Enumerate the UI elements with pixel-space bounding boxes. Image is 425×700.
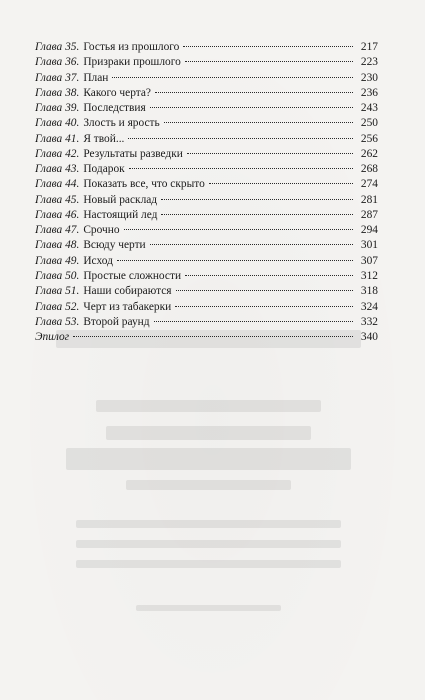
chapter-title: Я твой... [83, 132, 125, 145]
dot-leader [128, 138, 353, 139]
chapter-title: Исход [83, 254, 113, 267]
chapter-label: Глава 40. [35, 117, 80, 130]
page-number: 230 [360, 71, 378, 84]
toc-entry [35, 147, 378, 162]
dot-leader [164, 122, 353, 123]
chapter-title: Результаты разведки [83, 147, 183, 160]
dot-leader [161, 199, 353, 200]
chapter-label: Глава 50. [35, 269, 80, 282]
dot-leader [73, 336, 353, 337]
dot-leader [117, 260, 353, 261]
page-number: 324 [360, 300, 378, 313]
chapter-title: Наши собираются [83, 285, 172, 298]
dot-leader [150, 107, 353, 108]
dot-leader [129, 168, 353, 169]
page-number: 274 [360, 178, 378, 191]
chapter-title: Призраки прошлого [83, 56, 181, 69]
page-number: 268 [360, 163, 378, 176]
toc-entry [35, 223, 378, 238]
dot-leader [187, 153, 353, 154]
page-number: 307 [360, 254, 378, 267]
page-number: 281 [360, 193, 378, 206]
dot-leader [124, 229, 353, 230]
toc-entry [35, 269, 378, 284]
chapter-title: Подарок [83, 163, 125, 176]
chapter-label: Глава 42. [35, 147, 80, 160]
page-number: 287 [360, 208, 378, 221]
show-through-imprint [36, 330, 381, 660]
toc-entry [35, 193, 378, 208]
toc-entry [35, 315, 378, 330]
epilogue-label: Эпилог [35, 331, 70, 344]
chapter-label: Глава 49. [35, 254, 80, 267]
toc-entry [35, 40, 378, 55]
toc-entry [35, 177, 378, 192]
page-number: 250 [360, 117, 378, 130]
chapter-title: Какого черта? [83, 86, 151, 99]
chapter-label: Глава 45. [35, 193, 80, 206]
chapter-title: Черт из табакерки [83, 300, 172, 313]
dot-leader [175, 306, 353, 307]
toc-entry [35, 208, 378, 223]
chapter-title: Злость и ярость [83, 117, 160, 130]
page-number: 312 [360, 269, 378, 282]
chapter-label: Глава 46. [35, 208, 80, 221]
chapter-title: План [83, 71, 109, 84]
page-number: 243 [360, 102, 378, 115]
page-number: 340 [360, 331, 378, 344]
toc-entry [35, 86, 378, 101]
chapter-title: Всюду черти [83, 239, 146, 252]
dot-leader [176, 290, 354, 291]
dot-leader [112, 77, 353, 78]
chapter-label: Глава 38. [35, 86, 80, 99]
page-number: 301 [360, 239, 378, 252]
chapter-title: Гостья из прошлого [83, 41, 180, 53]
toc-entry [35, 254, 378, 269]
chapter-label: Глава 35. [35, 41, 80, 53]
chapter-label: Глава 39. [35, 102, 80, 115]
toc-entry [35, 116, 378, 131]
chapter-title: Последствия [83, 102, 146, 115]
toc-entry-epilogue [35, 330, 378, 345]
page-number: 217 [360, 41, 378, 53]
toc-entry [35, 300, 378, 315]
chapter-label: Глава 36. [35, 56, 80, 69]
chapter-label: Глава 51. [35, 285, 80, 298]
chapter-label: Глава 43. [35, 163, 80, 176]
toc-entry [35, 132, 378, 147]
dot-leader [150, 244, 353, 245]
toc-entry [35, 55, 378, 70]
chapter-label: Глава 44. [35, 178, 80, 191]
dot-leader [154, 321, 353, 322]
toc-entry [35, 162, 378, 177]
page-number: 332 [360, 315, 378, 328]
toc-entry [35, 284, 378, 299]
chapter-title: Второй раунд [83, 315, 150, 328]
page-number: 294 [360, 224, 378, 237]
chapter-title: Простые сложности [83, 269, 182, 282]
chapter-title: Новый расклад [83, 193, 158, 206]
dot-leader [185, 275, 353, 276]
page-number: 223 [360, 56, 378, 69]
chapter-label: Глава 41. [35, 132, 80, 145]
dot-leader [183, 46, 353, 47]
chapter-label: Глава 52. [35, 300, 80, 313]
page-number: 318 [360, 285, 378, 298]
chapter-title: Показать все, что скрыто [83, 178, 205, 191]
page-number: 256 [360, 132, 378, 145]
dot-leader [155, 92, 353, 93]
chapter-title: Настоящий лед [83, 208, 158, 221]
dot-leader [161, 214, 353, 215]
toc-entry [35, 101, 378, 116]
dot-leader [209, 183, 353, 184]
page-number: 236 [360, 86, 378, 99]
toc-entry [35, 71, 378, 86]
page-number: 262 [360, 147, 378, 160]
dot-leader [185, 61, 353, 62]
toc-entry [35, 238, 378, 253]
chapter-title: Срочно [83, 224, 120, 237]
chapter-label: Глава 47. [35, 224, 80, 237]
table-of-contents [35, 40, 378, 345]
chapter-label: Глава 48. [35, 239, 80, 252]
chapter-label: Глава 37. [35, 71, 80, 84]
chapter-label: Глава 53. [35, 315, 80, 328]
